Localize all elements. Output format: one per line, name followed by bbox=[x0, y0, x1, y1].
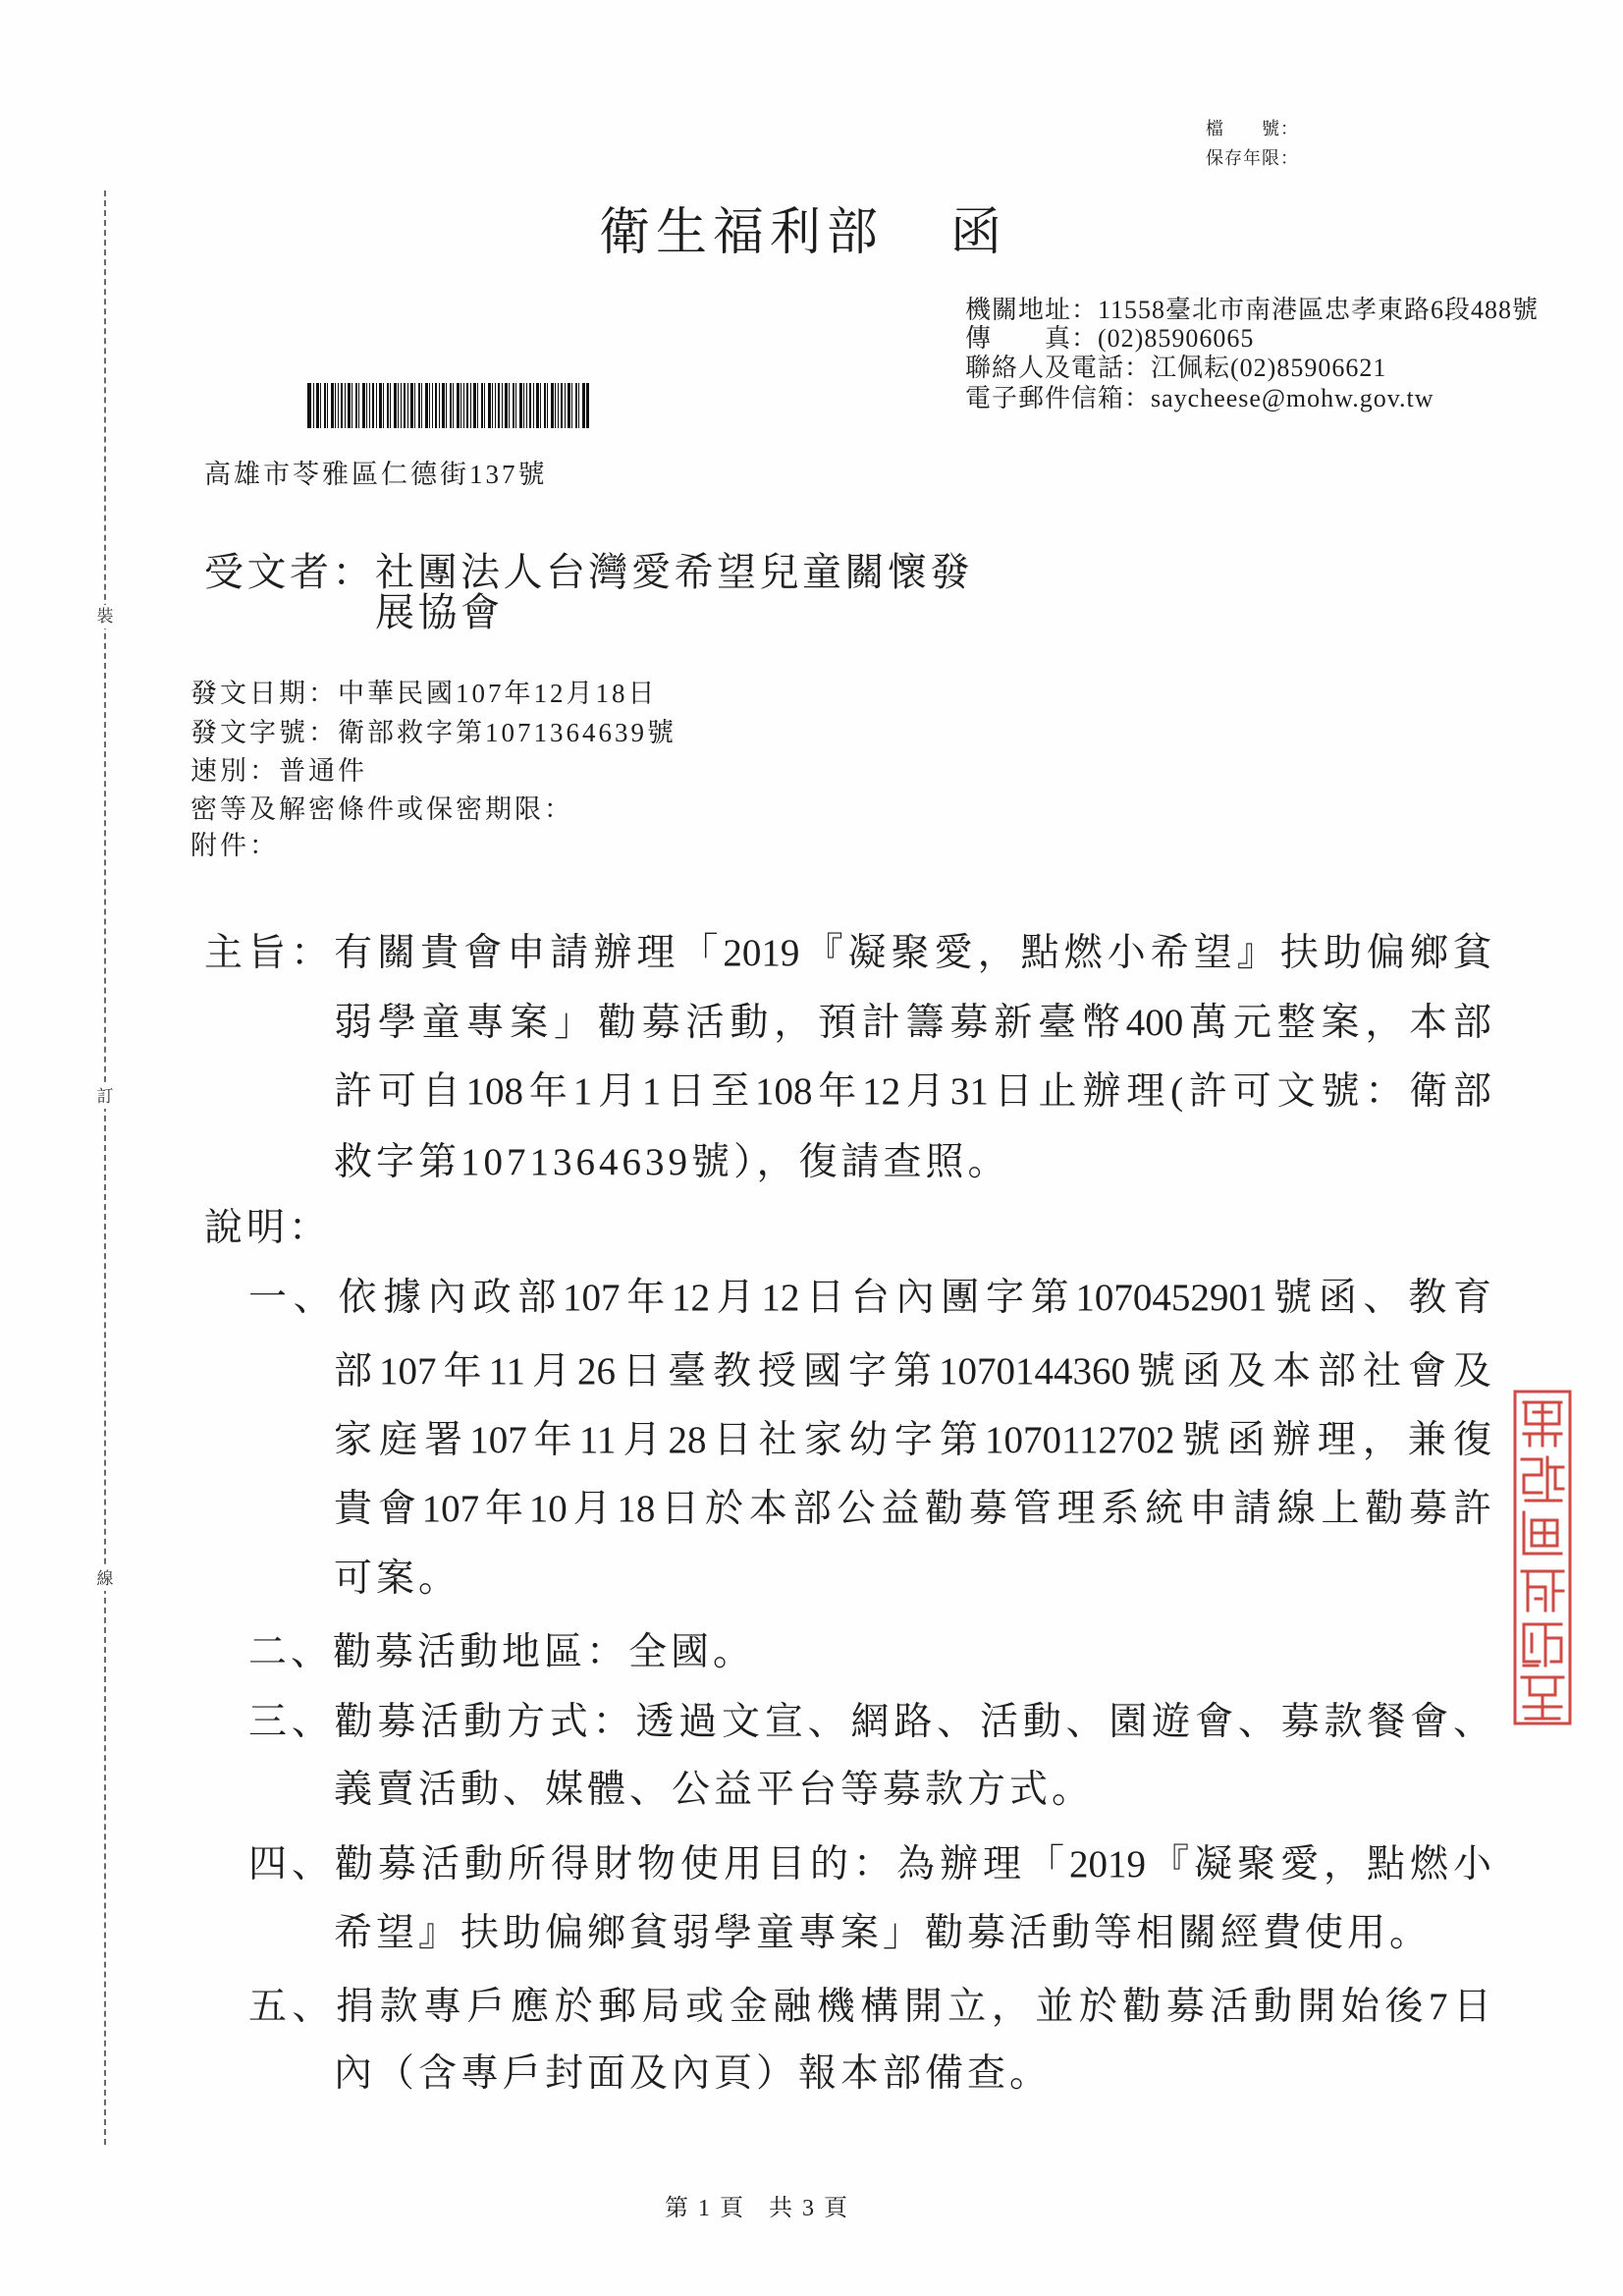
explanation-item-3-text: 勸募活動方式：透過文宣、網路、活動、園遊會、募款餐會、 bbox=[334, 1701, 1491, 1743]
issue-number-label: 發文字號： bbox=[190, 718, 338, 747]
secrecy-level-label: 密等及解密條件或保密期限： bbox=[190, 794, 573, 824]
fax-value: (02)85906065 bbox=[1098, 324, 1255, 353]
contact-person-value: 江佩耘(02)85906621 bbox=[1151, 354, 1387, 382]
contact-person-label: 聯絡人及電話： bbox=[965, 354, 1152, 382]
issue-number bbox=[190, 720, 676, 746]
fax bbox=[965, 326, 1254, 352]
explanation-item-3-line bbox=[248, 1703, 1491, 1741]
issue-date-label: 發文日期： bbox=[190, 679, 338, 708]
document-type: 函 bbox=[950, 205, 1008, 261]
explanation-item-4-number: 四、 bbox=[248, 1843, 335, 1886]
issue-date-value: 中華民國107年12月18日 bbox=[338, 679, 658, 708]
issue-number-value: 衛部救字第1071364639號 bbox=[338, 718, 676, 747]
explanation-item-2-text: 勸募活動地區：全國。 bbox=[333, 1631, 756, 1673]
explanation-item-1-line: 貴會107年10月18日於本部公益勸募管理系統申請線上勸募許 bbox=[334, 1488, 1491, 1530]
explanation-item-1-number: 一、 bbox=[248, 1277, 339, 1319]
explanation-label: 說明： bbox=[204, 1207, 332, 1249]
delivery-speed-value: 普通件 bbox=[279, 756, 367, 786]
explanation-item-1-line: 部107年11月26日臺教授國字第1070144360號函及本部社會及 bbox=[334, 1350, 1491, 1393]
binding-line bbox=[104, 191, 106, 2145]
contact-email bbox=[965, 386, 1434, 411]
retention-period-label: 保存年限： bbox=[1206, 148, 1299, 168]
explanation-item-1-text: 依據內政部107年12月12日台內團字第1070452901號函、教育 bbox=[338, 1277, 1491, 1319]
issue-date bbox=[190, 681, 658, 707]
fax-label: 傳 真： bbox=[965, 324, 1099, 353]
official-seal bbox=[1512, 1389, 1573, 1726]
explanation-item-3-number: 三、 bbox=[248, 1701, 335, 1743]
explanation-item-1-line: 家庭署107年11月28日社家幼字第1070112702號函辦理，兼復 bbox=[334, 1419, 1491, 1461]
explanation-item-1-line: 可案。 bbox=[334, 1558, 461, 1600]
recipient-name: 社團法人台灣愛希望兒童關懷發 bbox=[375, 550, 973, 594]
subject-line: 許可自108年1月1日至108年12月31日止辦理(許可文號：衛部 bbox=[334, 1070, 1491, 1113]
explanation-item-2-number: 二、 bbox=[248, 1631, 334, 1673]
agency-address-value: 11558臺北市南港區忠孝東路6段488號 bbox=[1098, 296, 1540, 324]
page-number: 第 1 頁 共 3 頁 bbox=[665, 2196, 849, 2221]
subject-line: 救字第1071364639號），復請查照。 bbox=[334, 1141, 1010, 1183]
explanation-item-5-line bbox=[248, 1988, 1491, 2026]
binding-mark-ding: 訂 bbox=[93, 1085, 117, 1109]
explanation-item-5-line: 內（含專戶封面及內頁）報本部備查。 bbox=[334, 2052, 1053, 2095]
barcode bbox=[307, 383, 589, 428]
explanation-item-4-line bbox=[248, 1845, 1491, 1884]
subject-line: 弱學童專案」勸募活動，預計籌募新臺幣400萬元整案，本部 bbox=[334, 1002, 1491, 1044]
contact-email-label: 電子郵件信箱： bbox=[965, 384, 1152, 412]
explanation-item-3-line: 義賣活動、媒體、公益平台等募款方式。 bbox=[334, 1769, 1095, 1811]
agency-address bbox=[965, 298, 1539, 323]
contact-person bbox=[965, 355, 1386, 381]
recipient-line: 展協會 bbox=[375, 590, 504, 634]
explanation-item-4-text: 勸募活動所得財物使用目的：為辦理「2019『凝聚愛，點燃小 bbox=[335, 1843, 1491, 1886]
delivery-speed bbox=[190, 758, 367, 785]
explanation-item-2-line bbox=[248, 1633, 755, 1671]
explanation-item-1-line bbox=[248, 1279, 1491, 1317]
subject-line bbox=[204, 934, 1491, 972]
explanation-item-5-text: 捐款專戶應於郵局或金融機構開立，並於勸募活動開始後7日 bbox=[336, 1986, 1491, 2028]
recipient-label: 受文者： bbox=[204, 550, 375, 594]
binding-mark-xian: 線 bbox=[93, 1567, 117, 1591]
contact-email-value: saycheese@mohw.gov.tw bbox=[1151, 384, 1434, 412]
binding-mark-zhuang: 裝 bbox=[93, 605, 117, 629]
attachment-label: 附件： bbox=[190, 831, 279, 860]
recipient-address: 高雄市苓雅區仁德街137號 bbox=[204, 460, 548, 489]
subject-label: 主旨： bbox=[204, 932, 335, 974]
recipient-line bbox=[204, 550, 973, 594]
explanation-item-4-line: 希望』扶助偏鄉貧弱學童專案」勸募活動等相關經費使用。 bbox=[334, 1912, 1433, 1954]
agency-title: 衛生福利部 bbox=[599, 205, 885, 261]
file-number-label: 檔 號： bbox=[1206, 119, 1299, 138]
subject-text: 有關貴會申請辦理「2019『凝聚愛，點燃小希望』扶助偏鄉貧 bbox=[334, 932, 1491, 974]
explanation-item-5-number: 五、 bbox=[248, 1986, 337, 2028]
agency-address-label: 機關地址： bbox=[965, 296, 1099, 324]
delivery-speed-label: 速別： bbox=[190, 756, 279, 786]
